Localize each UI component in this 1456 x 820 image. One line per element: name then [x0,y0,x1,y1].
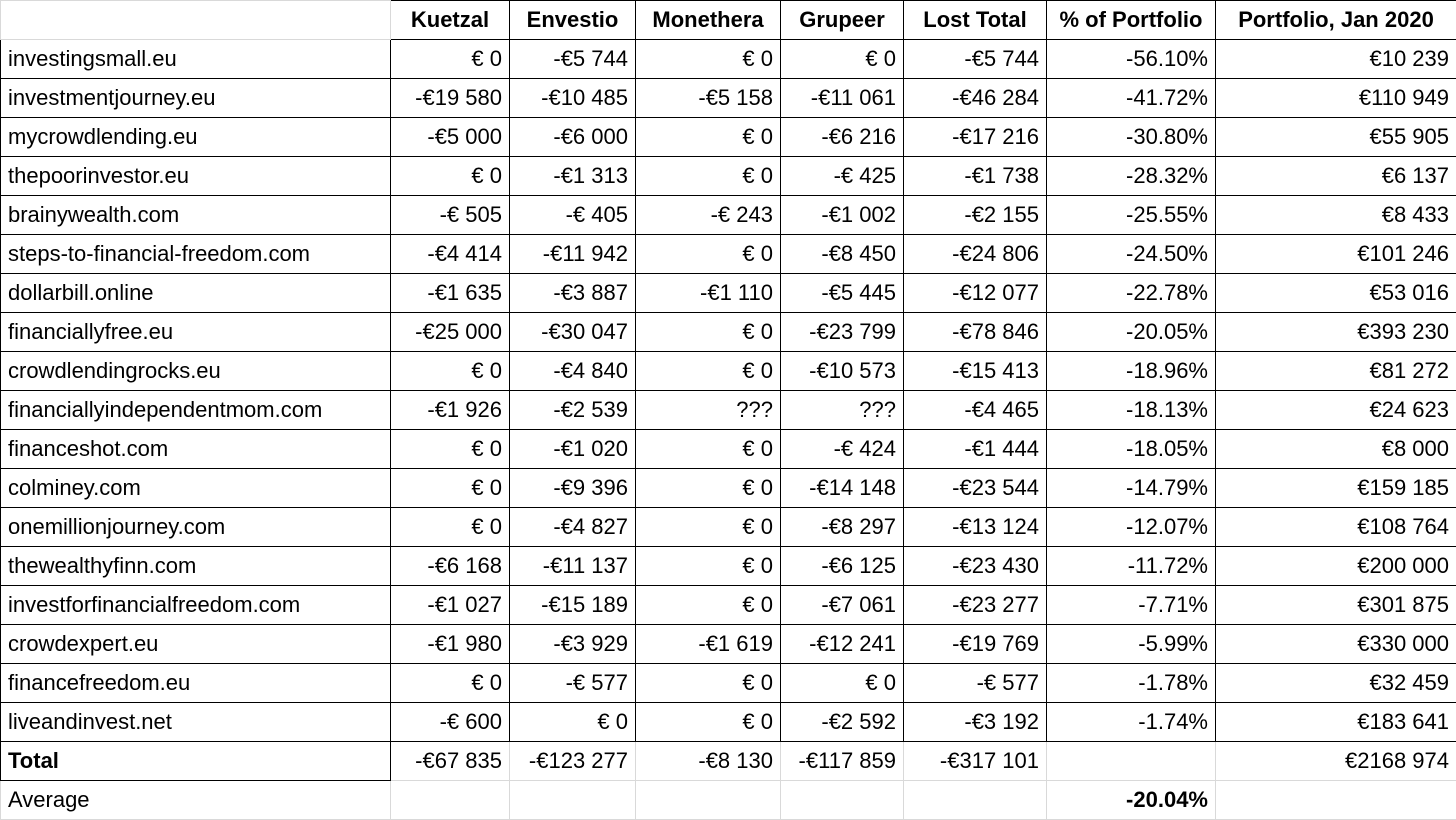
total-value-cell[interactable]: €2168 974 [1216,742,1456,781]
average-value-cell[interactable]: -20.04% [1047,781,1216,820]
total-value-cell[interactable]: -€123 277 [510,742,636,781]
column-header[interactable]: Monethera [636,1,781,40]
value-cell[interactable]: € 0 [636,40,781,79]
corner-cell[interactable] [1,1,391,40]
site-name-cell[interactable]: investmentjourney.eu [1,79,391,118]
column-header[interactable]: Envestio [510,1,636,40]
value-cell[interactable]: -€9 396 [510,469,636,508]
value-cell[interactable]: -€19 580 [391,79,510,118]
value-cell[interactable]: -€5 158 [636,79,781,118]
site-name-cell[interactable]: steps-to-financial-freedom.com [1,235,391,274]
site-name-cell[interactable]: mycrowdlending.eu [1,118,391,157]
value-cell[interactable]: -€2 592 [781,703,904,742]
header-row [1,1,1456,40]
site-name-cell[interactable]: liveandinvest.net [1,703,391,742]
average-value-cell[interactable] [1216,781,1456,820]
column-header[interactable]: Portfolio, Jan 2020 [1216,1,1456,40]
site-name-cell[interactable]: investforfinancialfreedom.com [1,586,391,625]
table-row [1,274,1456,313]
value-cell[interactable]: € 0 [391,352,510,391]
value-cell[interactable]: -€5 000 [391,118,510,157]
value-cell[interactable]: -€1 313 [510,157,636,196]
site-name-cell[interactable]: thewealthyfinn.com [1,547,391,586]
value-cell[interactable]: € 0 [781,664,904,703]
value-cell[interactable]: € 0 [391,508,510,547]
value-cell[interactable]: € 0 [391,430,510,469]
value-cell[interactable]: €81 272 [1216,352,1456,391]
value-cell[interactable]: € 0 [781,40,904,79]
value-cell[interactable]: -1.78% [1047,664,1216,703]
value-cell[interactable]: -7.71% [1047,586,1216,625]
table-row [1,196,1456,235]
table-row [1,547,1456,586]
value-cell[interactable]: -€13 124 [904,508,1047,547]
table-row [1,157,1456,196]
value-cell[interactable]: -20.05% [1047,313,1216,352]
value-cell[interactable]: € 0 [636,664,781,703]
site-name-cell[interactable]: brainywealth.com [1,196,391,235]
value-cell[interactable]: ??? [636,391,781,430]
value-cell[interactable]: €8 433 [1216,196,1456,235]
value-cell[interactable]: € 0 [510,703,636,742]
value-cell[interactable]: -€15 189 [510,586,636,625]
value-cell[interactable]: €183 641 [1216,703,1456,742]
table-row [1,313,1456,352]
value-cell[interactable]: -€ 424 [781,430,904,469]
value-cell[interactable]: -€23 277 [904,586,1047,625]
value-cell[interactable]: -€ 577 [510,664,636,703]
value-cell[interactable]: -€ 600 [391,703,510,742]
value-cell[interactable]: €110 949 [1216,79,1456,118]
value-cell[interactable]: -€8 450 [781,235,904,274]
value-cell[interactable]: -41.72% [1047,79,1216,118]
site-name-cell[interactable]: financiallyindependentmom.com [1,391,391,430]
column-header[interactable]: Lost Total [904,1,1047,40]
table-row [1,586,1456,625]
value-cell[interactable]: -18.96% [1047,352,1216,391]
value-cell[interactable]: -14.79% [1047,469,1216,508]
value-cell[interactable]: -5.99% [1047,625,1216,664]
value-cell[interactable]: -€10 573 [781,352,904,391]
value-cell[interactable]: -€2 539 [510,391,636,430]
value-cell[interactable]: €55 905 [1216,118,1456,157]
value-cell[interactable]: -€1 738 [904,157,1047,196]
value-cell[interactable]: €393 230 [1216,313,1456,352]
value-cell[interactable]: -€1 926 [391,391,510,430]
table-row [1,703,1456,742]
value-cell[interactable]: -18.05% [1047,430,1216,469]
value-cell[interactable]: -€1 980 [391,625,510,664]
value-cell[interactable]: -€19 769 [904,625,1047,664]
value-cell[interactable]: € 0 [391,469,510,508]
value-cell[interactable]: €24 623 [1216,391,1456,430]
value-cell[interactable]: € 0 [391,664,510,703]
value-cell[interactable]: -30.80% [1047,118,1216,157]
value-cell[interactable]: -24.50% [1047,235,1216,274]
value-cell[interactable]: -€1 110 [636,274,781,313]
total-row [1,742,1456,781]
value-cell[interactable]: -€5 744 [904,40,1047,79]
value-cell[interactable]: -€24 806 [904,235,1047,274]
value-cell[interactable]: -1.74% [1047,703,1216,742]
value-cell[interactable]: -22.78% [1047,274,1216,313]
value-cell[interactable]: -€11 942 [510,235,636,274]
average-label-cell[interactable]: Average [1,781,391,820]
table-row [1,235,1456,274]
value-cell[interactable]: -€3 887 [510,274,636,313]
value-cell[interactable]: €301 875 [1216,586,1456,625]
value-cell[interactable]: -€1 635 [391,274,510,313]
value-cell[interactable]: € 0 [636,313,781,352]
site-name-cell[interactable]: financefreedom.eu [1,664,391,703]
value-cell[interactable]: €53 016 [1216,274,1456,313]
value-cell[interactable]: € 0 [636,508,781,547]
site-name-cell[interactable]: crowdexpert.eu [1,625,391,664]
site-name-cell[interactable]: dollarbill.online [1,274,391,313]
value-cell[interactable]: -€ 577 [904,664,1047,703]
column-header[interactable]: % of Portfolio [1047,1,1216,40]
site-name-cell[interactable]: colminey.com [1,469,391,508]
value-cell[interactable]: €32 459 [1216,664,1456,703]
value-cell[interactable]: -€3 929 [510,625,636,664]
table-row [1,352,1456,391]
average-value-cell[interactable] [781,781,904,820]
total-value-cell[interactable]: -€317 101 [904,742,1047,781]
value-cell[interactable]: -28.32% [1047,157,1216,196]
value-cell[interactable]: €159 185 [1216,469,1456,508]
table-row [1,40,1456,79]
site-name-cell[interactable]: investingsmall.eu [1,40,391,79]
value-cell[interactable]: -€4 465 [904,391,1047,430]
value-cell[interactable]: -€ 505 [391,196,510,235]
total-label-cell[interactable]: Total [1,742,391,781]
value-cell[interactable]: -€4 827 [510,508,636,547]
table-row [1,469,1456,508]
value-cell[interactable]: -€23 544 [904,469,1047,508]
value-cell[interactable]: € 0 [636,586,781,625]
value-cell[interactable]: -€1 619 [636,625,781,664]
value-cell[interactable]: € 0 [391,40,510,79]
value-cell[interactable]: -€25 000 [391,313,510,352]
value-cell[interactable]: -€12 077 [904,274,1047,313]
average-value-cell[interactable] [904,781,1047,820]
site-name-cell[interactable]: thepoorinvestor.eu [1,157,391,196]
site-name-cell[interactable]: crowdlendingrocks.eu [1,352,391,391]
value-cell[interactable]: -€8 297 [781,508,904,547]
value-cell[interactable]: €8 000 [1216,430,1456,469]
total-value-cell[interactable]: -€67 835 [391,742,510,781]
column-header[interactable]: Kuetzal [391,1,510,40]
value-cell[interactable]: -€5 744 [510,40,636,79]
value-cell[interactable]: -€12 241 [781,625,904,664]
value-cell[interactable]: €330 000 [1216,625,1456,664]
value-cell[interactable]: € 0 [636,430,781,469]
value-cell[interactable]: -€6 000 [510,118,636,157]
total-value-cell[interactable]: -€8 130 [636,742,781,781]
value-cell[interactable]: -€30 047 [510,313,636,352]
value-cell[interactable]: -€17 216 [904,118,1047,157]
value-cell[interactable]: € 0 [391,157,510,196]
table-row [1,118,1456,157]
value-cell[interactable]: -€2 155 [904,196,1047,235]
table-row [1,79,1456,118]
value-cell[interactable]: -€6 216 [781,118,904,157]
value-cell[interactable]: -€15 413 [904,352,1047,391]
total-value-cell[interactable] [1047,742,1216,781]
value-cell[interactable]: -€3 192 [904,703,1047,742]
value-cell[interactable]: -€1 020 [510,430,636,469]
value-cell[interactable]: -€4 840 [510,352,636,391]
value-cell[interactable]: -€14 148 [781,469,904,508]
value-cell[interactable]: € 0 [636,235,781,274]
value-cell[interactable]: -€46 284 [904,79,1047,118]
table-row [1,625,1456,664]
average-value-cell[interactable] [391,781,510,820]
value-cell[interactable]: -18.13% [1047,391,1216,430]
value-cell[interactable]: -€6 125 [781,547,904,586]
value-cell[interactable]: € 0 [636,118,781,157]
value-cell[interactable]: -€78 846 [904,313,1047,352]
value-cell[interactable]: -€1 444 [904,430,1047,469]
value-cell[interactable]: € 0 [636,703,781,742]
value-cell[interactable]: -€ 405 [510,196,636,235]
value-cell[interactable]: -12.07% [1047,508,1216,547]
average-value-cell[interactable] [636,781,781,820]
site-name-cell[interactable]: financeshot.com [1,430,391,469]
value-cell[interactable]: € 0 [636,469,781,508]
value-cell[interactable]: -€1 002 [781,196,904,235]
table-row [1,508,1456,547]
average-value-cell[interactable] [510,781,636,820]
value-cell[interactable]: -€23 430 [904,547,1047,586]
value-cell[interactable]: -€10 485 [510,79,636,118]
value-cell[interactable]: € 0 [636,547,781,586]
value-cell[interactable]: € 0 [636,157,781,196]
value-cell[interactable]: -€ 243 [636,196,781,235]
site-name-cell[interactable]: onemillionjourney.com [1,508,391,547]
value-cell[interactable]: -56.10% [1047,40,1216,79]
value-cell[interactable]: €108 764 [1216,508,1456,547]
table-row [1,664,1456,703]
value-cell[interactable]: -€1 027 [391,586,510,625]
value-cell[interactable]: -€11 061 [781,79,904,118]
column-header[interactable]: Grupeer [781,1,904,40]
value-cell[interactable]: -€ 425 [781,157,904,196]
value-cell[interactable]: € 0 [636,352,781,391]
value-cell[interactable]: -11.72% [1047,547,1216,586]
value-cell[interactable]: ??? [781,391,904,430]
value-cell[interactable]: €200 000 [1216,547,1456,586]
value-cell[interactable]: €10 239 [1216,40,1456,79]
table-row [1,391,1456,430]
value-cell[interactable]: -25.55% [1047,196,1216,235]
value-cell[interactable]: €101 246 [1216,235,1456,274]
site-name-cell[interactable]: financiallyfree.eu [1,313,391,352]
total-value-cell[interactable]: -€117 859 [781,742,904,781]
value-cell[interactable]: -€6 168 [391,547,510,586]
value-cell[interactable]: -€7 061 [781,586,904,625]
value-cell[interactable]: -€5 445 [781,274,904,313]
value-cell[interactable]: -€23 799 [781,313,904,352]
average-row [1,781,1456,820]
value-cell[interactable]: €6 137 [1216,157,1456,196]
value-cell[interactable]: -€4 414 [391,235,510,274]
value-cell[interactable]: -€11 137 [510,547,636,586]
table-row [1,430,1456,469]
